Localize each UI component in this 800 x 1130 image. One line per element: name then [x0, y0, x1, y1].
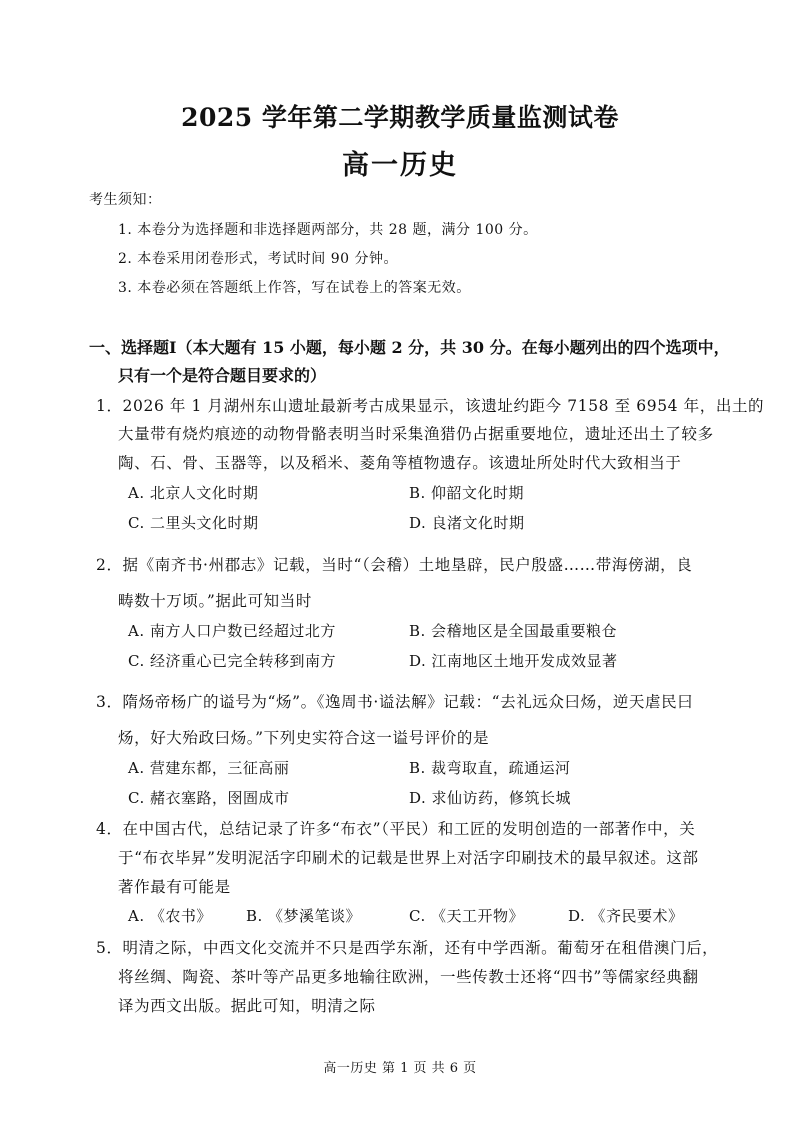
- option-a[interactable]: A. 营建东都，三征高丽: [128, 759, 290, 777]
- question-4-text: 4．在中国古代，总结记录了许多“布衣”（平民）和工匠的发明创造的一部著作中，关: [96, 820, 696, 838]
- question-4-text: 著作最有可能是: [118, 878, 231, 896]
- option-c[interactable]: C. 二里头文化时期: [128, 514, 259, 532]
- question-5-text: 将丝绸、陶瓷、茶叶等产品更多地输往欧洲，一些传教士还将“四书”等儒家经典翻: [118, 968, 699, 986]
- section-heading-cont: 只有一个是符合题目要求的）: [118, 366, 327, 385]
- question-1-text: 大量带有烧灼痕迹的动物骨骼表明当时采集渔猎仍占据重要地位，遗址还出土了较多: [118, 425, 714, 443]
- question-1-text: 1．2026 年 1 月湖州东山遗址最新考古成果显示，该遗址约距今 7158 至 6954 年，出土的: [96, 397, 765, 415]
- section-heading: 一、选择题Ⅰ（本大题有 15 小题，每小题 2 分，共 30 分。在每小题列出的四个选项中，: [89, 338, 730, 357]
- option-d[interactable]: D. 江南地区土地开发成效显著: [409, 652, 618, 670]
- question-5-text: 译为西文出版。据此可知，明清之际: [118, 997, 376, 1015]
- option-c[interactable]: C. 《天工开物》: [409, 907, 524, 925]
- question-3-text: 炀，好大殆政曰炀。”下列史实符合这一谥号评价的是: [118, 729, 490, 747]
- subject-title: 高一历史: [342, 150, 458, 181]
- notice-item: 3. 本卷必须在答题纸上作答，写在试卷上的答案无效。: [118, 280, 471, 296]
- option-c[interactable]: C. 赭衣塞路，囹圄成市: [128, 789, 290, 807]
- option-d[interactable]: D. 《齐民要术》: [568, 907, 684, 925]
- question-1-text: 陶、石、骨、玉器等，以及稻米、菱角等植物遗存。该遗址所处时代大致相当于: [118, 454, 682, 472]
- option-b[interactable]: B. 仰韶文化时期: [409, 484, 525, 502]
- question-2-text: 2．据《南齐书·州郡志》记载，当时“（会稽）土地垦辟，民户殷盛……带海傍湖，良: [96, 556, 693, 574]
- notice-item: 1. 本卷分为选择题和非选择题两部分，共 28 题，满分 100 分。: [118, 222, 538, 238]
- question-2-text: 畴数十万顷。”据此可知当时: [118, 592, 312, 610]
- option-d[interactable]: D. 良渚文化时期: [409, 514, 525, 532]
- option-b[interactable]: B. 《梦溪笔谈》: [246, 907, 362, 925]
- option-c[interactable]: C. 经济重心已完全转移到南方: [128, 652, 336, 670]
- question-5-text: 5．明清之际，中西文化交流并不只是西学东渐，还有中学西渐。葡萄牙在租借澳门后，: [96, 939, 719, 957]
- page-footer: 高一历史 第 1 页 共 6 页: [323, 1061, 477, 1076]
- option-a[interactable]: A. 南方人口户数已经超过北方: [128, 622, 336, 640]
- option-d[interactable]: D. 求仙访药，修筑长城: [409, 789, 572, 807]
- notice-heading: 考生须知：: [89, 192, 162, 208]
- question-4-text: 于“布衣毕昇”发明泥活字印刷术的记载是世界上对活字印刷技术的最早叙述。这部: [118, 849, 699, 867]
- option-a[interactable]: A. 《农书》: [128, 907, 212, 925]
- option-a[interactable]: A. 北京人文化时期: [128, 484, 259, 502]
- notice-item: 2. 本卷采用闭卷形式，考试时间 90 分钟。: [118, 251, 399, 267]
- option-b[interactable]: B. 裁弯取直，疏通运河: [409, 759, 571, 777]
- exam-title: 2025 学年第二学期教学质量监测试卷: [181, 103, 619, 132]
- question-3-text: 3．隋炀帝杨广的谥号为“炀”。《逸周书·谥法解》记载：“去礼远众曰炀，逆天虐民曰: [96, 693, 694, 711]
- option-b[interactable]: B. 会稽地区是全国最重要粮仓: [409, 622, 618, 640]
